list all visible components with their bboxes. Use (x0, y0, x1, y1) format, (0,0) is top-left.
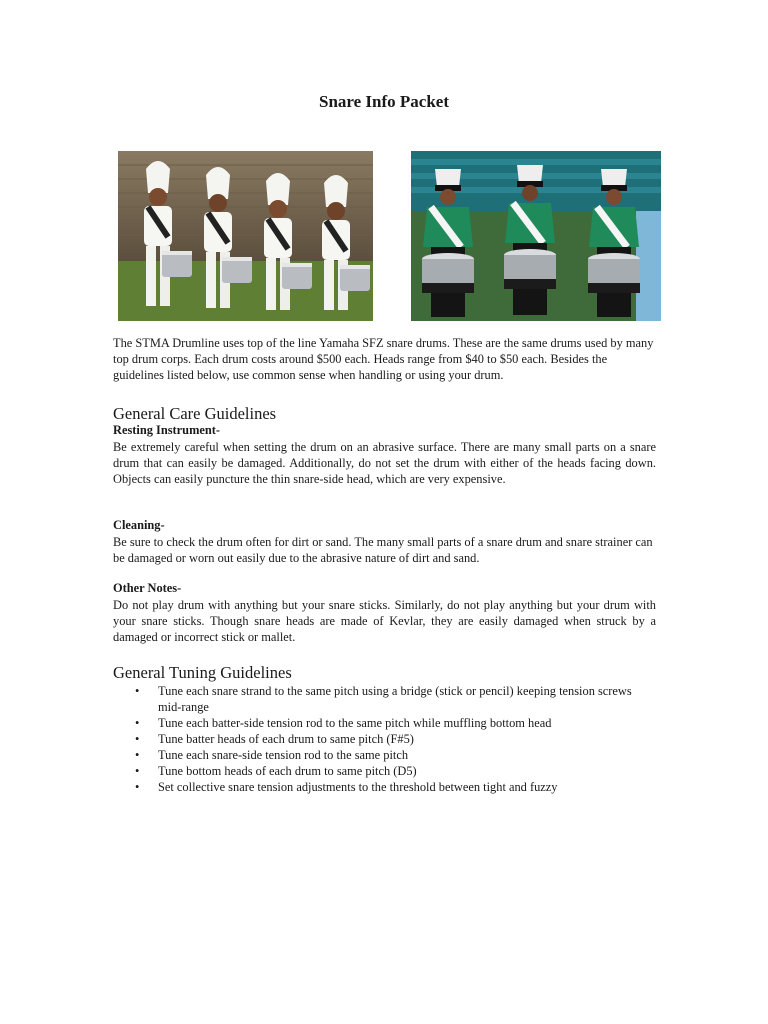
resting-instrument-paragraph: Be extremely careful when setting the drum on an abrasive surface. There are many small parts on a snare drum that can easily be damaged. Additionally, do not set the drum with either of the heads facing down. Objects can easily puncture the thin snare-side head, which are very expensive. (113, 440, 656, 486)
bullet-icon: • (135, 732, 140, 746)
photo-white-uniform-drumline-drawing (118, 151, 373, 321)
list-item (135, 747, 655, 763)
bullet-icon: • (135, 684, 140, 698)
resting-instrument-subheading: Resting Instrument- (113, 423, 221, 437)
other-notes-paragraph: Do not play drum with anything but your snare sticks. Similarly, do not play anything but your drum with your snare sticks. Though snare heads are made of Kevlar, they are easily damaged when struck by a damaged or incorrect stick or mallet. (113, 598, 656, 644)
list-item-text: Set collective snare tension adjustments to the threshold between tight and fuzzy (158, 780, 558, 794)
list-item (135, 763, 655, 779)
tuning-guidelines-list (135, 683, 655, 795)
list-item (135, 715, 655, 731)
list-item-text: Tune bottom heads of each drum to same pitch (D5) (158, 764, 417, 778)
other-notes-subheading: Other Notes- (113, 581, 182, 595)
bullet-icon: • (135, 716, 140, 730)
general-care-heading: General Care Guidelines (113, 404, 277, 423)
intro-paragraph: The STMA Drumline uses top of the line Yamaha SFZ snare drums. These are the same drums used by many top drum corps. Each drum costs around $500 each. Heads range from $40 to $50 each. Besides the guidelines listed below, use common sense when handling or using your drum. (113, 336, 654, 382)
list-item-text: Tune each snare-side tension rod to the same pitch (158, 748, 409, 762)
photo-green-uniform-drumline-drawing (411, 151, 661, 321)
bullet-icon: • (135, 780, 140, 794)
list-item-text: Tune each batter-side tension rod to the same pitch while muffling bottom head (158, 716, 552, 730)
bullet-icon: • (135, 764, 140, 778)
cleaning-paragraph: Be sure to check the drum often for dirt or sand. The many small parts of a snare drum and snare strainer can be damaged or worn out easily due to the abrasive nature of dirt and sand. (113, 535, 653, 565)
page-title: Snare Info Packet (318, 92, 449, 111)
list-item (135, 683, 655, 715)
bullet-icon: • (135, 748, 140, 762)
list-item (135, 779, 655, 795)
photo-green-uniform-drumline (411, 151, 661, 321)
photo-white-uniform-drumline (118, 151, 373, 321)
general-tuning-heading: General Tuning Guidelines (113, 663, 292, 682)
list-item-text: Tune batter heads of each drum to same pitch (F#5) (158, 732, 414, 746)
list-item (135, 731, 655, 747)
cleaning-subheading: Cleaning- (113, 518, 165, 532)
list-item-text: Tune each snare strand to the same pitch using a bridge (stick or pencil) keeping tension screws mid-range (158, 684, 632, 714)
